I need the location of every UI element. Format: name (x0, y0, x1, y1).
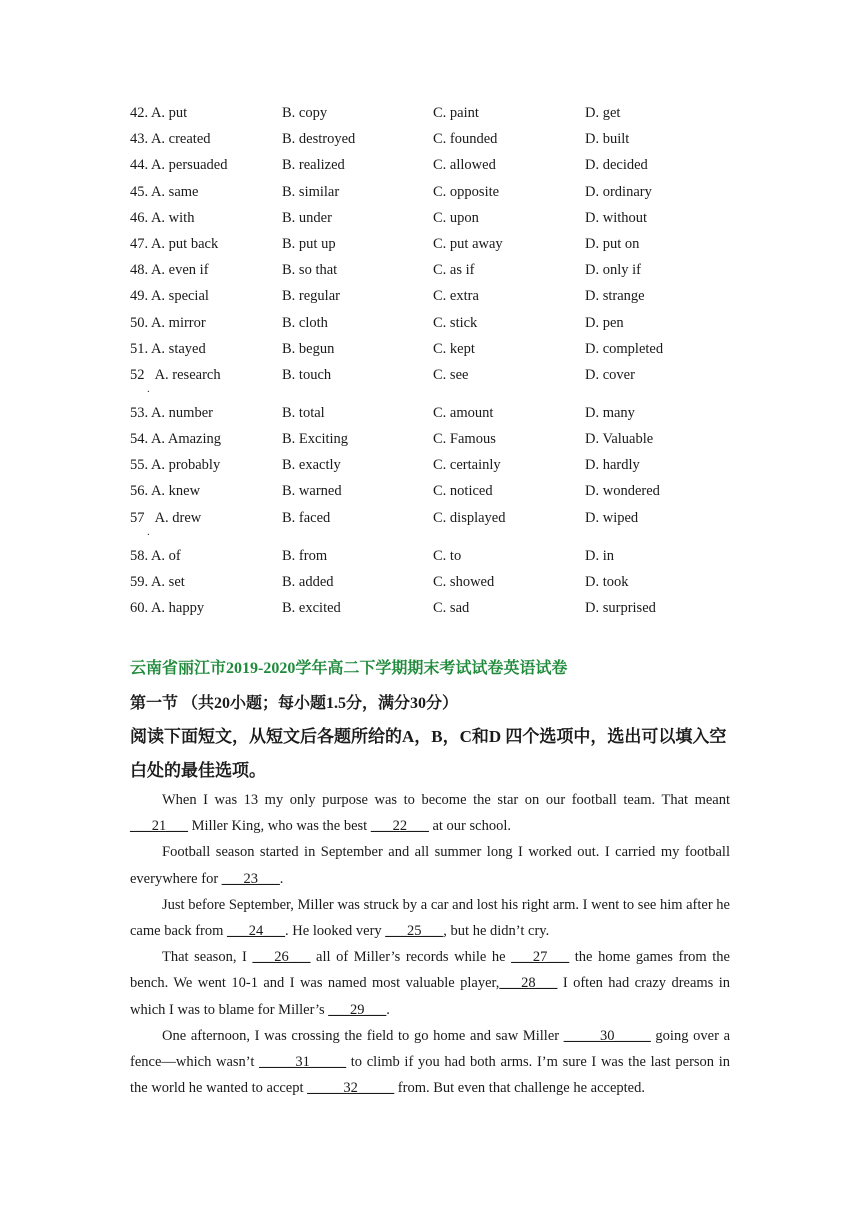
passage-text: . (386, 1001, 390, 1018)
option-a: 56. A. knew (130, 483, 201, 500)
option-c: C. see (433, 366, 469, 383)
option-b: B. destroyed (282, 131, 356, 148)
option-a: 52 A. research (130, 366, 221, 383)
option-b: B. added (282, 573, 334, 590)
option-c: C. stick (433, 314, 478, 331)
option-d: D. pen (585, 314, 624, 331)
option-c: C. founded (433, 131, 498, 148)
option-d: D. hardly (585, 457, 640, 474)
option-a: 47. A. put back (130, 235, 219, 252)
option-a: 59. A. set (130, 573, 185, 590)
option-d: D. ordinary (585, 183, 652, 200)
blank: _____32_____ (307, 1080, 395, 1097)
blank: ___23___ (221, 870, 280, 887)
option-row (130, 362, 730, 400)
option-d: D. took (585, 573, 629, 590)
passage-paragraph (130, 944, 730, 1023)
answer-options-table (130, 100, 730, 621)
blank: _____30_____ (563, 1027, 651, 1044)
option-d: D. wiped (585, 509, 639, 526)
option-c: C. certainly (433, 457, 501, 474)
option-c: C. to (433, 547, 462, 564)
option-c: C. kept (433, 340, 475, 357)
option-row (130, 336, 730, 362)
option-a: 51. A. stayed (130, 340, 206, 357)
option-row (130, 231, 730, 257)
option-a: 50. A. mirror (130, 314, 206, 331)
option-row (130, 126, 730, 152)
option-a: 58. A. of (130, 547, 181, 564)
option-b: B. under (282, 209, 332, 226)
option-c: C. paint (433, 105, 479, 121)
option-a: 53. A. number (130, 404, 213, 421)
option-d: D. many (585, 404, 635, 421)
option-row (130, 543, 730, 569)
option-a: 55. A. probably (130, 457, 221, 474)
number-dot-mark: . (147, 382, 150, 395)
option-c: C. displayed (433, 509, 506, 526)
option-b: B. faced (282, 509, 331, 526)
option-a: 45. A. same (130, 183, 199, 200)
option-c: C. as if (433, 262, 475, 279)
blank: ___25___ (385, 923, 444, 940)
option-b: B. from (282, 547, 328, 564)
option-row (130, 257, 730, 283)
reading-passage (130, 787, 730, 1101)
option-d: D. get (585, 105, 621, 121)
option-row (130, 426, 730, 452)
option-b: B. copy (282, 105, 328, 121)
option-b: B. so that (282, 262, 338, 279)
passage-text: , but he didn’t cry. (443, 923, 550, 940)
section-title: 第一节 （共20小题；每小题1.5分，满分30分） (130, 695, 459, 712)
option-d: D. surprised (585, 600, 656, 616)
option-b: B. cloth (282, 314, 328, 331)
option-d: D. in (585, 547, 614, 564)
option-b: B. realized (282, 157, 345, 174)
option-b: B. warned (282, 483, 342, 500)
passage-text: Football season started in September and all summer long I worked out. I carried my football everywhere for (130, 844, 730, 887)
number-dot-mark: . (147, 525, 150, 538)
passage-text: One afternoon, I was crossing the field to go home and saw Miller (162, 1027, 564, 1044)
blank: ___27___ (511, 949, 570, 966)
option-c: C. extra (433, 288, 479, 305)
option-b: B. Exciting (282, 431, 349, 448)
option-b: B. total (282, 404, 325, 421)
passage-text: I often had crazy dreams in which I was to blame for Miller’s (130, 975, 731, 1018)
option-b: B. similar (282, 183, 340, 200)
option-a: 48. A. even if (130, 262, 209, 279)
passage-text: at our school. (428, 818, 511, 835)
option-row (130, 452, 730, 478)
option-b: B. exactly (282, 457, 341, 474)
blank: ___24___ (227, 923, 286, 940)
option-c: C. Famous (433, 431, 496, 448)
blank: ___21___ (130, 818, 188, 835)
blank: _____31_____ (259, 1054, 347, 1071)
passage-text: That season, I (162, 949, 253, 966)
option-a: 49. A. special (130, 288, 209, 305)
option-d: D. completed (585, 340, 664, 357)
passage-text: to climb if you had both arms. I’m sure I was the last person in the world he wanted to accept (130, 1054, 730, 1097)
option-row (130, 400, 730, 426)
option-row (130, 283, 730, 309)
blank: ___28___ (499, 975, 558, 992)
option-a: 54. A. Amazing (130, 431, 222, 448)
passage-paragraph (130, 787, 730, 839)
passage-paragraph (130, 892, 730, 944)
option-c: C. opposite (433, 183, 500, 200)
passage-text: Miller King, who was the best (188, 818, 371, 835)
passage-text: the home games from the bench. We went 10-1 and I was named most valuable player, (130, 949, 730, 992)
option-b: B. regular (282, 288, 340, 305)
option-d: D. cover (585, 366, 635, 383)
option-c: C. upon (433, 209, 479, 226)
option-a: 43. A. created (130, 131, 211, 148)
option-row (130, 310, 730, 336)
option-d: D. built (585, 131, 630, 148)
option-b: B. put up (282, 235, 336, 252)
option-row (130, 478, 730, 504)
option-b: B. touch (282, 366, 332, 383)
option-c: C. noticed (433, 483, 493, 500)
option-d: D. wondered (585, 483, 660, 500)
option-d: D. put on (585, 235, 640, 252)
option-c: C. showed (433, 573, 495, 590)
option-d: D. without (585, 209, 648, 226)
option-row (130, 205, 730, 231)
option-a: 44. A. persuaded (130, 157, 228, 174)
blank: ___29___ (328, 1001, 387, 1018)
option-row (130, 152, 730, 178)
option-row (130, 179, 730, 205)
passage-text: going over a fence—which wasn’t (130, 1027, 731, 1071)
passage-text: When I was 13 my only purpose was to become the star on our football team. That meant (162, 792, 730, 808)
option-d: D. decided (585, 157, 648, 174)
passage-text: from. But even that challenge he accepted. (394, 1080, 645, 1097)
passage-paragraph (130, 839, 730, 891)
option-row (130, 505, 730, 543)
exam-heading: 云南省丽江市2019-2020学年高二下学期期末考试试卷英语试卷 (130, 660, 568, 677)
option-row (130, 569, 730, 595)
blank: ___26___ (252, 949, 311, 966)
option-a: 46. A. with (130, 209, 195, 226)
option-row (130, 595, 730, 621)
option-c: C. put away (433, 235, 503, 252)
option-row (130, 100, 730, 126)
blank: ___22___ (370, 818, 429, 835)
passage-paragraph (130, 1023, 730, 1102)
passage-text: . He looked very (285, 923, 386, 940)
option-d: D. Valuable (585, 431, 654, 448)
option-a: 42. A. put (130, 105, 188, 121)
option-c: C. sad (433, 600, 470, 616)
option-c: C. amount (433, 404, 494, 421)
option-d: D. strange (585, 288, 645, 305)
passage-text: all of Miller’s records while he (310, 949, 512, 966)
instructions: 阅读下面短文，从短文后各题所给的A，B，C和D 四个选项中，选出可以填入空白处的最佳选项。 (130, 727, 727, 780)
passage-text: . (279, 870, 284, 887)
option-a: 60. A. happy (130, 600, 205, 616)
option-b: B. begun (282, 340, 335, 357)
option-a: 57 A. drew (130, 509, 202, 526)
option-d: D. only if (585, 262, 641, 279)
passage-text: Just before September, Miller was struck by a car and lost his right arm. I went to see him after he came back from (130, 896, 730, 940)
option-c: C. allowed (433, 157, 496, 174)
option-b: B. excited (282, 600, 341, 616)
